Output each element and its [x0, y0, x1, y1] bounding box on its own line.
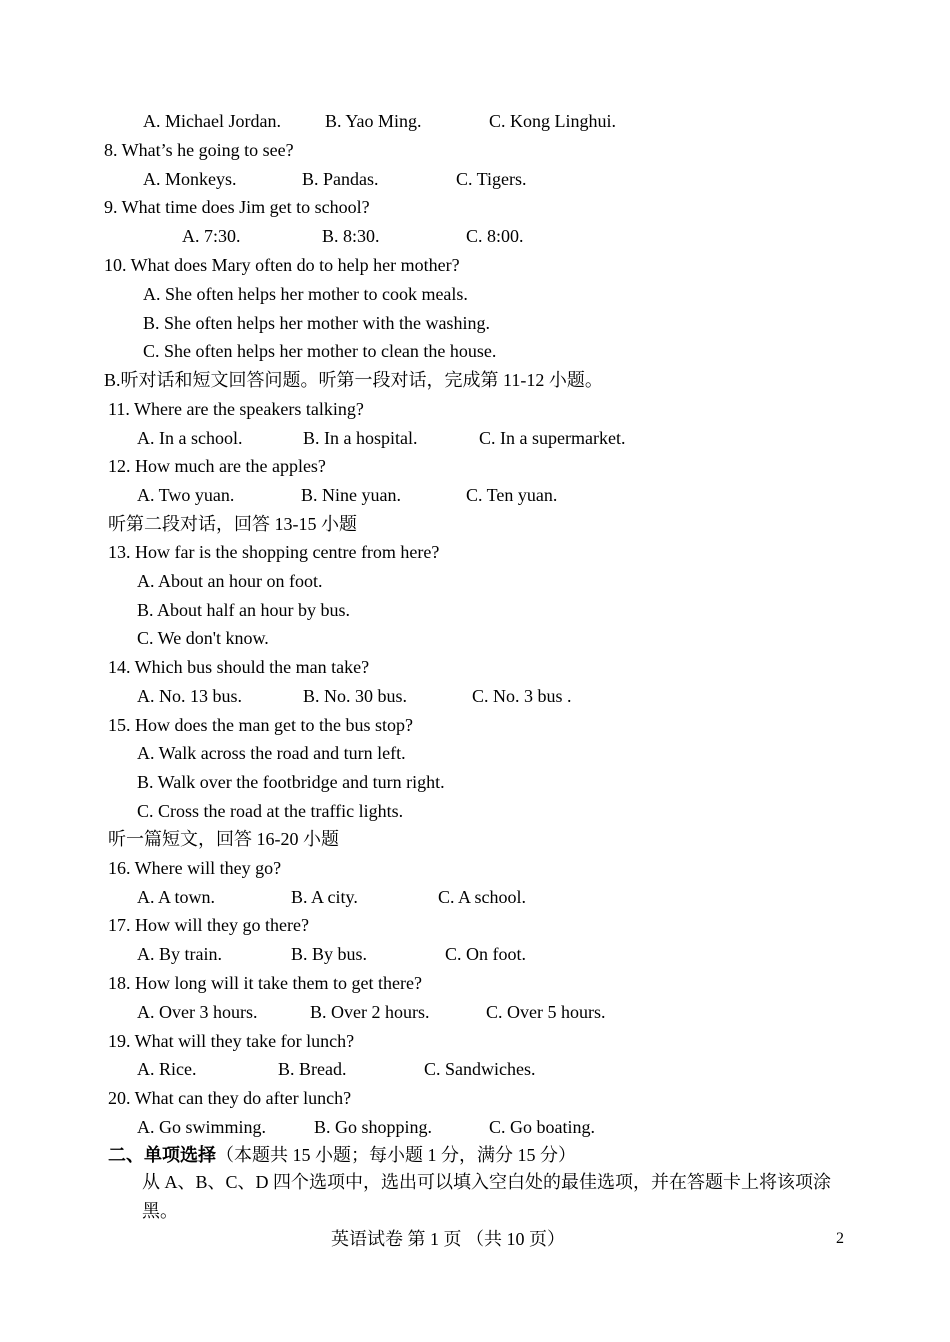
dialogue-2-header: 听第二段对话，回答 13-15 小题 — [108, 514, 357, 534]
q9-option-b: B. 8:30. — [322, 226, 380, 246]
q14-option-a: A. No. 13 bus. — [137, 686, 243, 706]
q17-option-c: C. On foot. — [445, 944, 526, 964]
question-12: 12. How much are the apples? — [108, 456, 326, 476]
q9-option-c: C. 8:00. — [466, 226, 524, 246]
q12-option-a: A. Two yuan. — [137, 485, 235, 505]
passage-header: 听一篇短文，回答 16-20 小题 — [108, 829, 339, 849]
question-16: 16. Where will they go? — [108, 858, 282, 878]
section-2-heading — [108, 1144, 576, 1166]
q8-option-c: C. Tigers. — [456, 169, 527, 189]
section-2-instruction — [106, 1168, 850, 1226]
question-13: 13. How far is the shopping centre from here? — [108, 542, 440, 562]
q15-option-c: C. Cross the road at the traffic lights. — [137, 801, 404, 821]
question-10: 10. What does Mary often do to help her mother? — [104, 255, 460, 275]
q13-option-b: B. About half an hour by bus. — [137, 600, 350, 620]
question-20: 20. What can they do after lunch? — [108, 1088, 352, 1108]
q14-option-b: B. No. 30 bus. — [303, 686, 408, 706]
q18-option-a: A. Over 3 hours. — [137, 1002, 258, 1022]
q10-option-b: B. She often helps her mother with the washing. — [143, 313, 490, 333]
q7-option-c: C. Kong Linghui. — [489, 111, 617, 131]
q13-option-c: C. We don't know. — [137, 628, 269, 648]
q11-option-a: A. In a school. — [137, 428, 243, 448]
q7-option-a: A. Michael Jordan. — [143, 111, 281, 131]
question-8: 8. What’s he going to see? — [104, 140, 294, 160]
q11-option-c: C. In a supermarket. — [479, 428, 626, 448]
question-15: 15. How does the man get to the bus stop? — [108, 715, 413, 735]
q20-option-a: A. Go swimming. — [137, 1117, 267, 1137]
q12-option-b: B. Nine yuan. — [301, 485, 401, 505]
q15-option-a: A. Walk across the road and turn left. — [137, 743, 406, 763]
q13-option-a: A. About an hour on foot. — [137, 571, 323, 591]
q18-option-b: B. Over 2 hours. — [310, 1002, 430, 1022]
q7-option-b: B. Yao Ming. — [325, 111, 422, 131]
q20-option-c: C. Go boating. — [489, 1117, 595, 1137]
q8-option-a: A. Monkeys. — [143, 169, 237, 189]
q9-option-a: A. 7:30. — [182, 226, 241, 246]
question-14: 14. Which bus should the man take? — [108, 657, 370, 677]
question-9: 9. What time does Jim get to school? — [104, 197, 370, 217]
q12-option-c: C. Ten yuan. — [466, 485, 558, 505]
q16-option-a: A. A town. — [137, 887, 216, 907]
question-19: 19. What will they take for lunch? — [108, 1031, 355, 1051]
q17-option-a: A. By train. — [137, 944, 222, 964]
q14-option-c: C. No. 3 bus . — [472, 686, 572, 706]
q8-option-b: B. Pandas. — [302, 169, 379, 189]
part-b-header: B.听对话和短文回答问题。听第一段对话，完成第 11-12 小题。 — [104, 370, 603, 390]
q17-option-b: B. By bus. — [291, 944, 368, 964]
q10-option-c: C. She often helps her mother to clean the house. — [143, 341, 497, 361]
q19-option-c: C. Sandwiches. — [424, 1059, 536, 1079]
page-footer: 英语试卷 第 1 页 （共 10 页） — [331, 1229, 565, 1249]
q11-option-b: B. In a hospital. — [303, 428, 418, 448]
question-17: 17. How will they go there? — [108, 915, 309, 935]
q16-option-c: C. A school. — [438, 887, 527, 907]
section-2-title: 二、单项选择 — [108, 1145, 216, 1165]
q15-option-b: B. Walk over the footbridge and turn right. — [137, 772, 445, 792]
question-11: 11. Where are the speakers talking? — [108, 399, 364, 419]
question-18: 18. How long will it take them to get there? — [108, 973, 422, 993]
section-2-scoring: （本题共 15 小题；每小题 1 分，满分 15 分） — [216, 1145, 576, 1165]
q20-option-b: B. Go shopping. — [314, 1117, 433, 1137]
page-number: 2 — [836, 1230, 844, 1247]
q19-option-b: B. Bread. — [278, 1059, 347, 1079]
section-2-instruction-text: 从 A、B、C、D 四个选项中，选出可以填入空白处的最佳选项，并在答题卡上将该项涂黑。 — [142, 1172, 832, 1221]
q10-option-a: A. She often helps her mother to cook meals. — [143, 284, 468, 304]
q19-option-a: A. Rice. — [137, 1059, 197, 1079]
q16-option-b: B. A city. — [291, 887, 358, 907]
q18-option-c: C. Over 5 hours. — [486, 1002, 606, 1022]
